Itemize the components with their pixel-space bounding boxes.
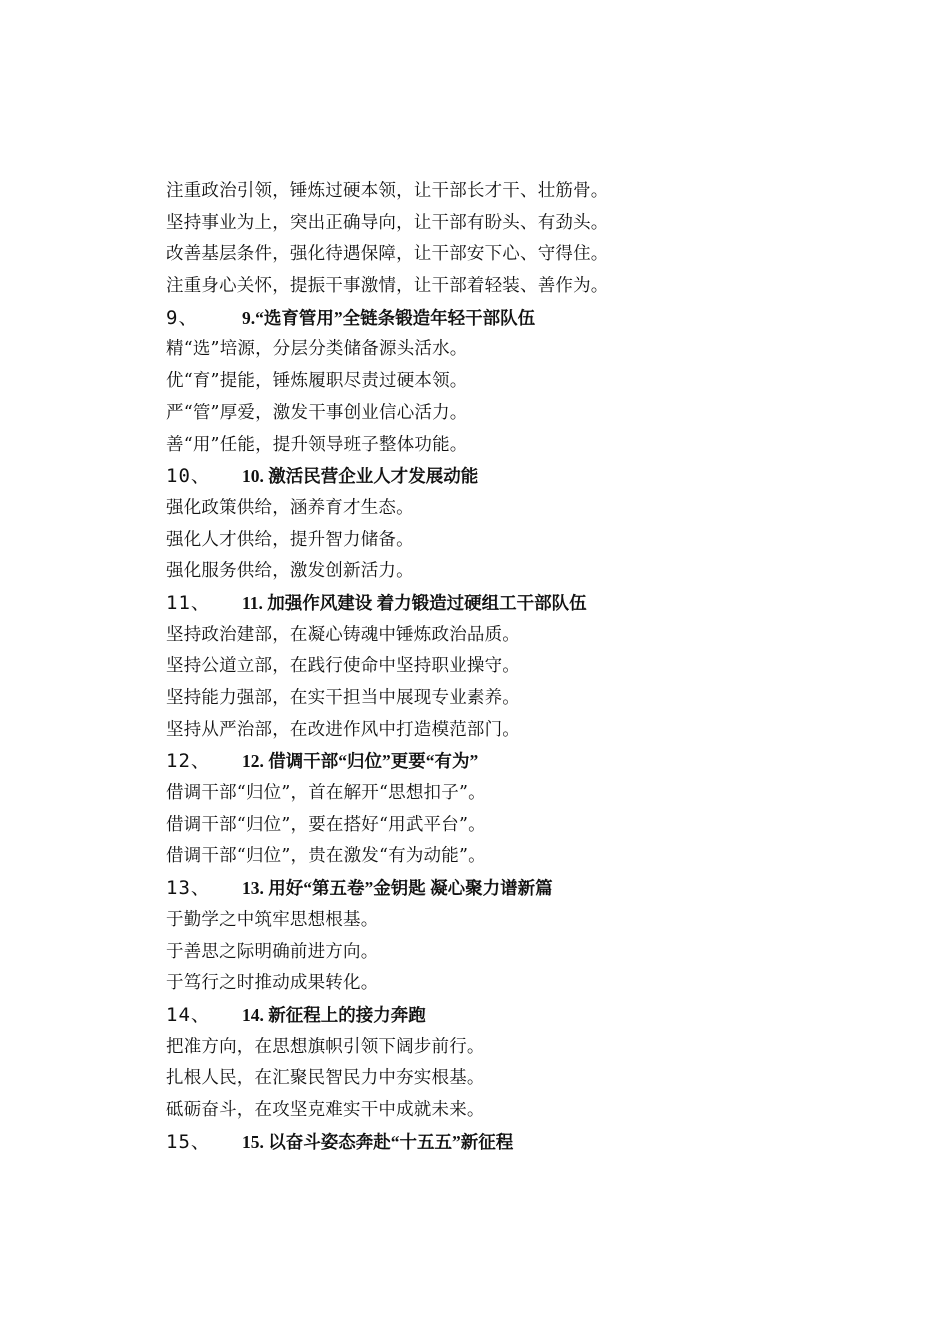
body-line: 砥砺奋斗，在攻坚克难实干中成就未来。 (166, 1099, 485, 1120)
section-title: 9.“选育管用”全链条锻造年轻干部队伍 (242, 307, 536, 328)
body-line: 改善基层条件，强化待遇保障，让干部安下心、守得住。 (166, 244, 609, 265)
body-line: 坚持公道立部，在践行使命中坚持职业操守。 (166, 656, 520, 677)
body-line: 于勤学之中筑牢思想根基。 (166, 909, 379, 930)
section-number: 9、 (166, 306, 199, 329)
body-line: 善“用”任能，提升领导班子整体功能。 (166, 434, 468, 455)
section-number: 13、 (166, 877, 211, 900)
section-heading (166, 1000, 886, 1032)
body-line: 借调干部“归位”，贵在激发“有为动能”。 (166, 846, 486, 867)
section-title: 14. 新征程上的接力奔跑 (242, 1004, 426, 1025)
section-number: 10、 (166, 465, 211, 488)
body-line: 注重政治引领，锤炼过硬本领，让干部长才干、壮筋骨。 (166, 181, 609, 201)
section-5 (166, 746, 886, 873)
section-4 (166, 588, 886, 746)
body-line: 强化政策供给，涵养育才生态。 (166, 497, 414, 518)
section-1 (166, 176, 886, 303)
section-2 (166, 303, 886, 461)
section-heading (166, 746, 886, 778)
section-heading (166, 873, 886, 905)
body-line: 于笃行之时推动成果转化。 (166, 973, 379, 994)
section-number: 11、 (166, 591, 211, 614)
section-8 (166, 1127, 886, 1159)
body-line: 坚持政治建部，在凝心铸魂中锤炼政治品质。 (166, 624, 520, 645)
section-3 (166, 461, 886, 588)
section-title: 13. 用好“第五卷”金钥匙 凝心聚力谱新篇 (242, 878, 553, 899)
section-title: 10. 激活民营企业人才发展动能 (242, 466, 479, 487)
body-line: 强化人才供给，提升智力储备。 (166, 529, 414, 550)
body-line: 把准方向，在思想旗帜引领下阔步前行。 (166, 1036, 485, 1057)
section-title: 12. 借调干部“归位”更要“有为” (242, 751, 479, 772)
section-6 (166, 873, 886, 1000)
section-heading (166, 303, 886, 335)
section-7 (166, 1000, 886, 1127)
section-number: 12、 (166, 750, 211, 773)
body-line: 注重身心关怀，提振干事激情，让干部着轻装、善作为。 (166, 276, 609, 297)
body-line: 于善思之际明确前进方向。 (166, 941, 379, 962)
body-line: 扎根人民，在汇聚民智民力中夯实根基。 (166, 1068, 485, 1089)
section-number: 15、 (166, 1130, 211, 1153)
body-line: 坚持从严治部，在改进作风中打造模范部门。 (166, 719, 520, 740)
body-line: 优“育”提能，锤炼履职尽责过硬本领。 (166, 371, 468, 392)
section-heading (166, 461, 886, 493)
body-line: 严“管”厚爱，激发干事创业信心活力。 (166, 402, 468, 423)
body-line: 坚持能力强部，在实干担当中展现专业素养。 (166, 688, 520, 708)
section-title: 11. 加强作风建设 着力锻造过硬组工干部队伍 (242, 592, 587, 613)
body-line: 精“选”培源，分层分类储备源头活水。 (166, 339, 468, 360)
section-title: 15. 以奋斗姿态奔赴“十五五”新征程 (242, 1131, 514, 1152)
body-line: 借调干部“归位”，首在解开“思想扣子”。 (166, 783, 486, 804)
body-line: 坚持事业为上，突出正确导向，让干部有盼头、有劲头。 (166, 212, 609, 233)
section-heading (166, 588, 886, 620)
body-line: 强化服务供给，激发创新活力。 (166, 561, 414, 582)
document-body (166, 176, 886, 1158)
body-line: 借调干部“归位”，要在搭好“用武平台”。 (166, 814, 486, 835)
section-number: 14、 (166, 1003, 211, 1026)
section-heading (166, 1127, 886, 1159)
